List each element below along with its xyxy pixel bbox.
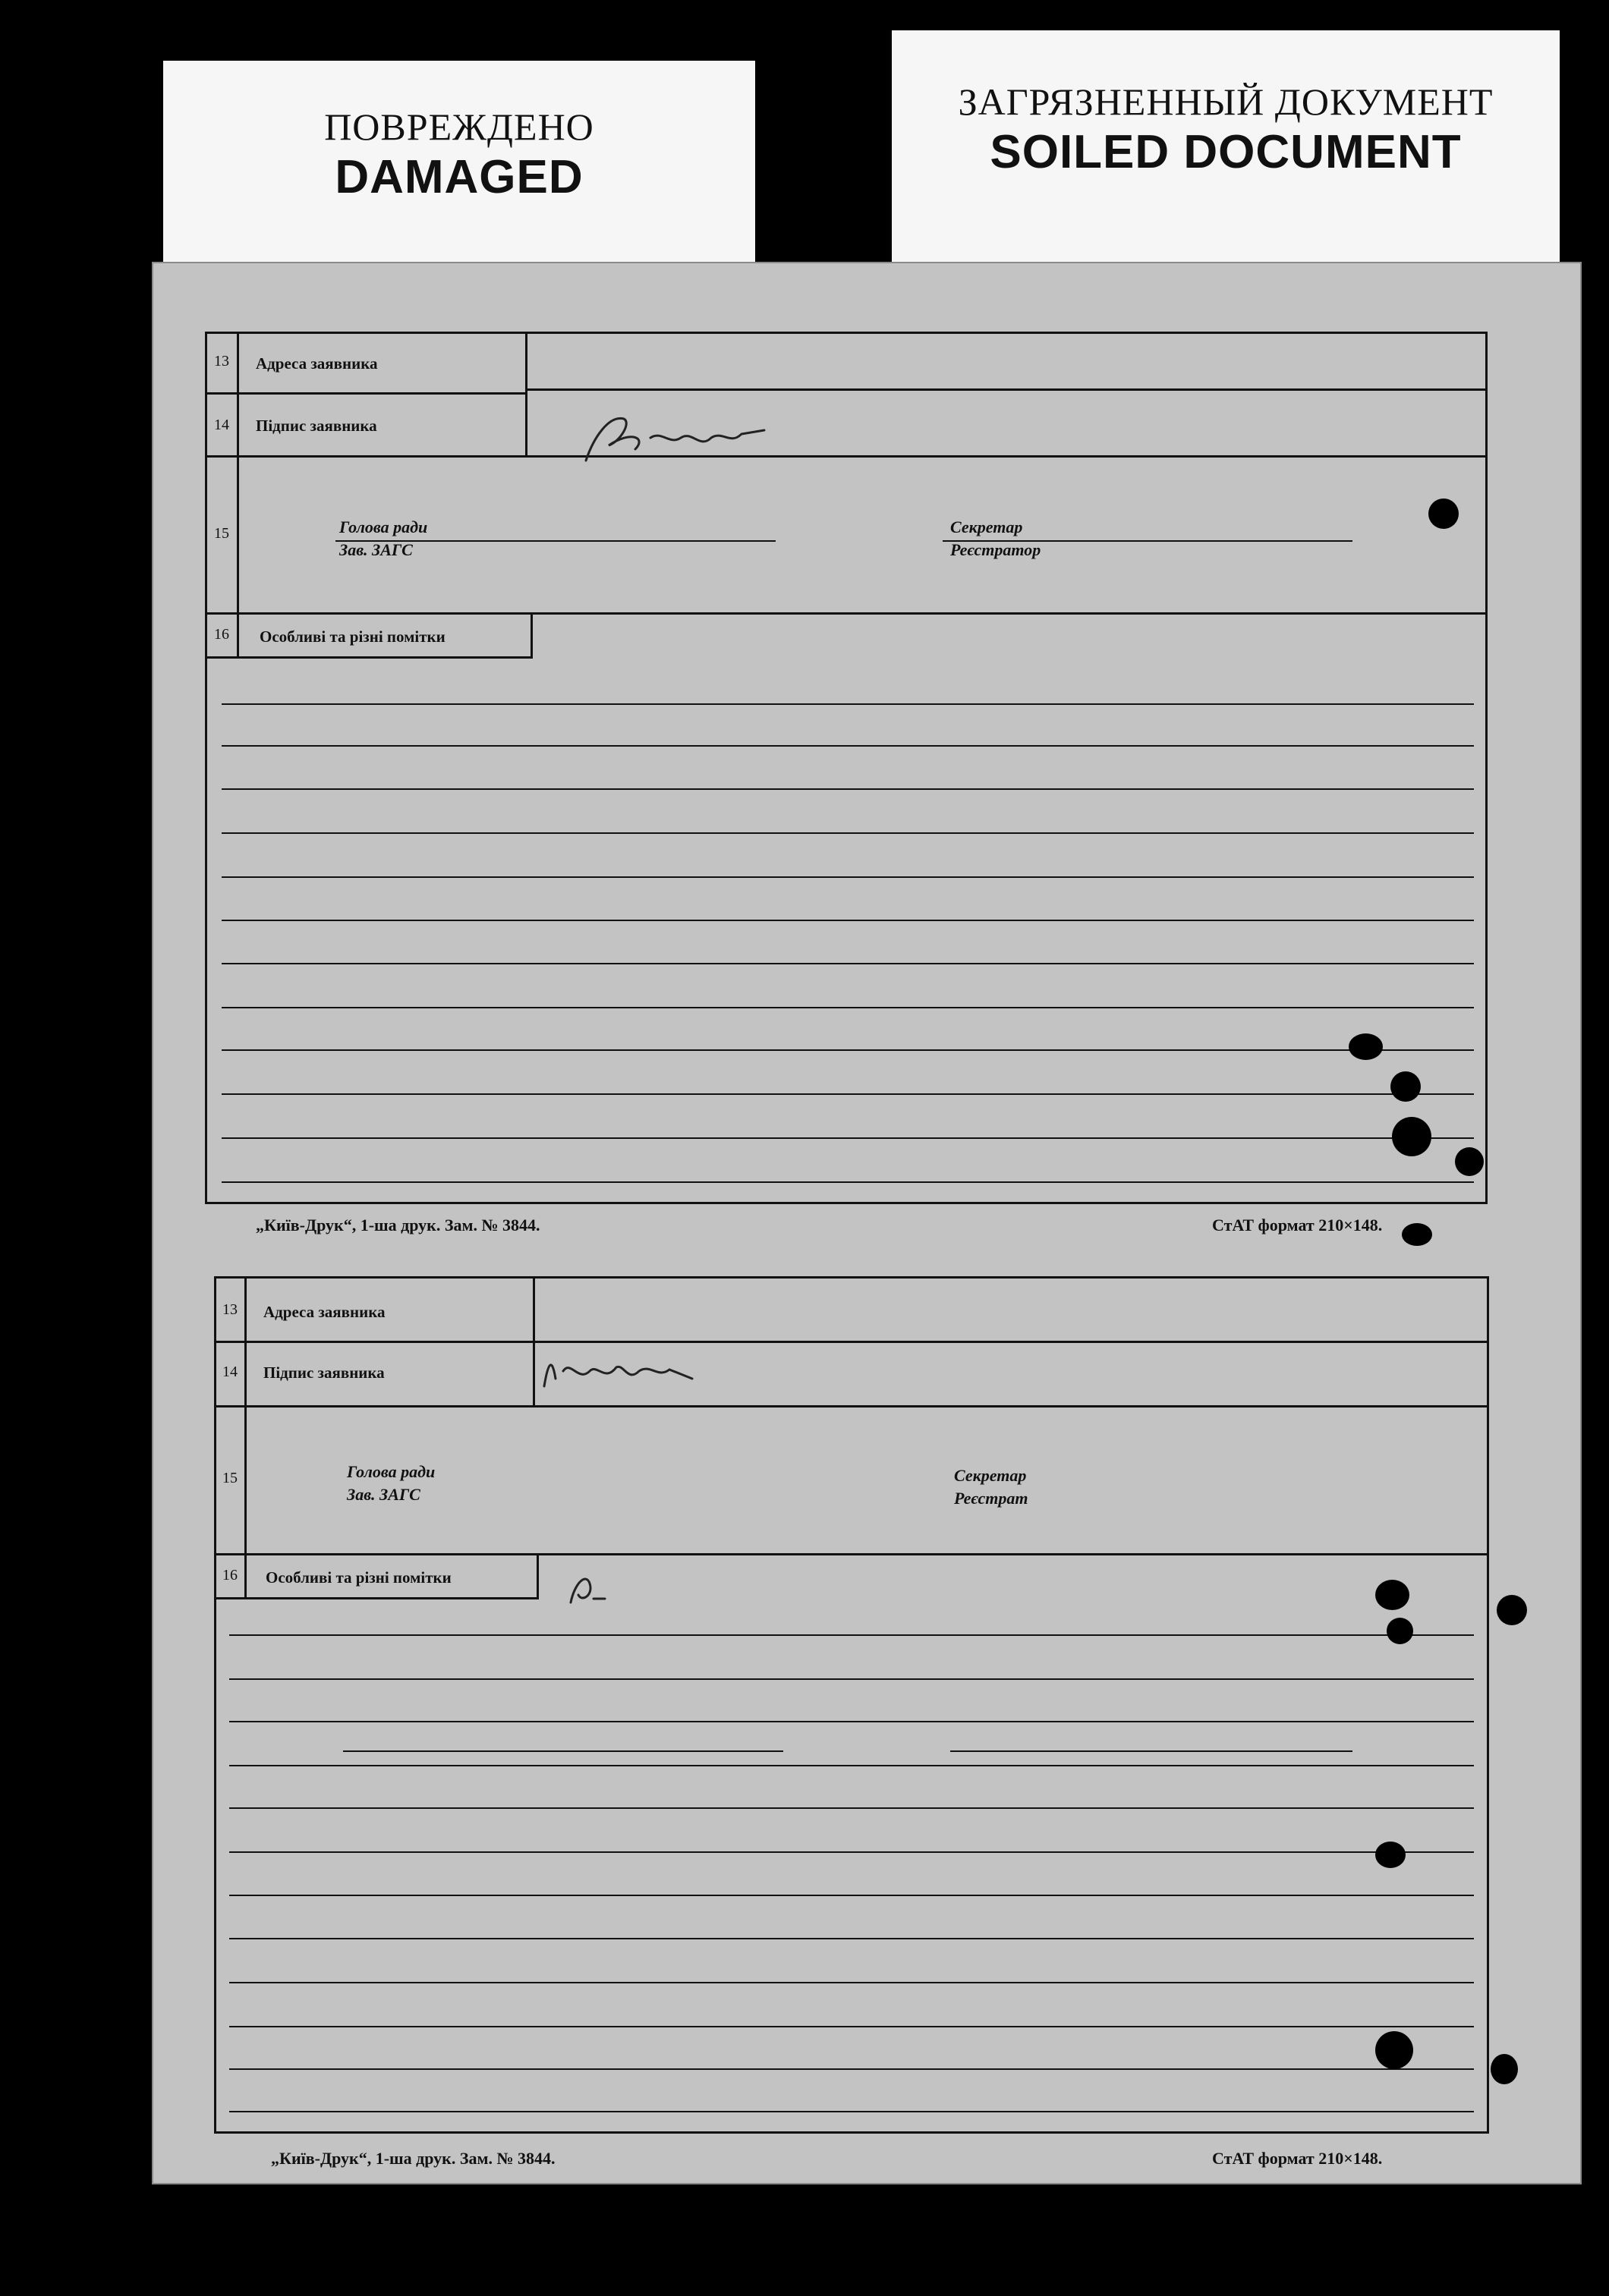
- soiled-label-ru: ЗАГРЯЗНЕННЫЙ ДОКУМЕНТ: [958, 80, 1494, 123]
- damaged-label-card: [163, 61, 755, 266]
- damage-hole: [1375, 1842, 1406, 1868]
- damage-hole: [1491, 2054, 1518, 2084]
- damage-hole: [1375, 2031, 1413, 2069]
- row-number: 16: [214, 626, 229, 643]
- damage-hole: [1349, 1033, 1383, 1060]
- notes-label: Особливі та різні помітки: [260, 627, 446, 646]
- damage-hole: [1402, 1223, 1432, 1246]
- handwritten-signature: [537, 1348, 711, 1394]
- damaged-label-en: DAMAGED: [335, 151, 584, 203]
- printer-imprint: „Київ-Друк“, 1-ша друк. Зам. № 3844.: [271, 2149, 556, 2168]
- row-number: 14: [222, 1363, 238, 1380]
- format-imprint: СтАТ формат 210×148.: [1212, 2149, 1383, 2168]
- zags-label: Зав. ЗАГС: [339, 540, 413, 559]
- zags-label: Зав. ЗАГС: [347, 1485, 420, 1504]
- document-sheet: [152, 262, 1582, 2184]
- damage-hole: [1375, 1580, 1409, 1610]
- damage-hole: [1390, 1071, 1421, 1102]
- damaged-label-ru: ПОВРЕЖДЕНО: [324, 105, 594, 148]
- signature-label: Підпис заявника: [263, 1363, 385, 1382]
- damage-hole: [1428, 499, 1459, 529]
- format-imprint: СтАТ формат 210×148.: [1212, 1216, 1383, 1234]
- handwritten-signature: [578, 407, 776, 468]
- row-number: 15: [222, 1470, 238, 1486]
- row-number: 15: [214, 525, 229, 542]
- row-number: 16: [222, 1567, 238, 1584]
- soiled-label-en: SOILED DOCUMENT: [990, 126, 1462, 178]
- address-label: Адреса заявника: [263, 1303, 386, 1321]
- form-frame: [205, 332, 1488, 1204]
- notes-label: Особливі та різні помітки: [266, 1568, 452, 1587]
- row-number: 13: [214, 353, 229, 370]
- damage-hole: [1497, 1595, 1527, 1625]
- registrar-label: Реєстрат: [954, 1489, 1028, 1508]
- head-label: Голова ради: [339, 517, 428, 536]
- secretary-label: Секретар: [954, 1466, 1027, 1485]
- soiled-label-card: [892, 30, 1560, 269]
- damage-hole: [1387, 1618, 1413, 1644]
- secretary-label: Секретар: [950, 517, 1023, 536]
- head-label: Голова ради: [347, 1462, 436, 1481]
- registrar-label: Реєстратор: [950, 540, 1041, 559]
- row-number: 13: [222, 1301, 238, 1318]
- row-number: 14: [214, 417, 229, 433]
- signature-label: Підпис заявника: [256, 417, 377, 435]
- address-label: Адреса заявника: [256, 354, 378, 373]
- printer-imprint: „Київ-Друк“, 1-ша друк. Зам. № 3844.: [256, 1216, 540, 1234]
- damage-hole: [1392, 1117, 1431, 1156]
- damage-hole: [1455, 1147, 1484, 1176]
- handwritten-mark: [559, 1568, 620, 1606]
